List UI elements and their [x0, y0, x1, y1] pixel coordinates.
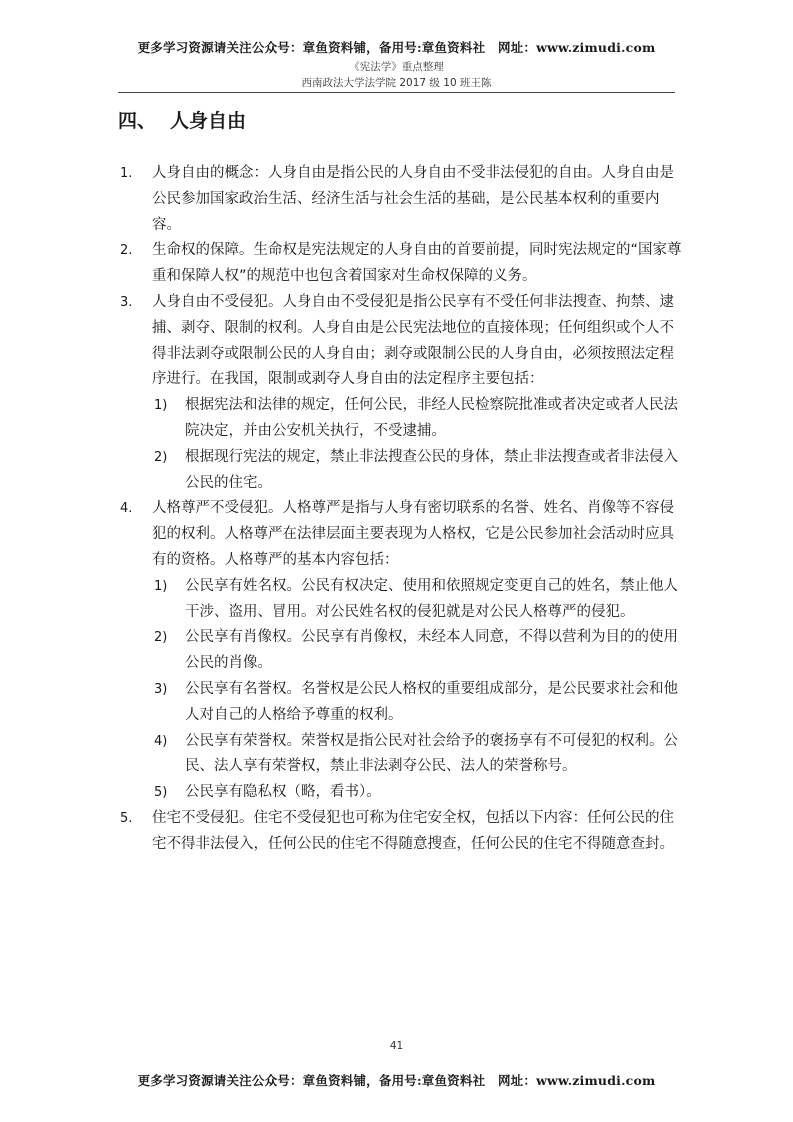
sub-list-item [152, 393, 683, 445]
sub-list-item-number: 5) [154, 785, 168, 801]
list-item-text: 住宅不受侵犯。住宅不受侵犯也可称为住宅安全权，包括以下内容：任何公民的住宅不得非法侵入，任何公民的住宅不得随意搜查，任何公民的住宅不得随意查封。 [152, 809, 674, 852]
list-item [118, 290, 683, 496]
sub-list [152, 393, 683, 496]
sub-list-item-number: 2) [154, 630, 168, 646]
list-item-number: 4. [120, 501, 133, 517]
sub-list-item-number: 3) [154, 681, 168, 697]
sub-list-item [152, 574, 683, 626]
list-item [118, 496, 683, 806]
sub-list-item [152, 625, 683, 677]
sub-list-item-text: 公民享有隐私权（略，看书）。 [185, 784, 381, 801]
list-item-number: 1. [120, 166, 133, 181]
sub-list-item [152, 780, 683, 806]
sub-list-item-text: 根据现行宪法的规定，禁止非法搜查公民的身体，禁止非法搜查或者非法侵入公民的住宅。 [185, 448, 678, 491]
header-divider [118, 92, 675, 93]
document-author: 西南政法大学法学院 2017 级 10 班王陈 [301, 77, 492, 89]
list-item-number: 2. [120, 243, 133, 259]
sub-list-item-text: 公民享有荣誉权。荣誉权是指公民对社会给予的褒扬享有不可侵犯的权利。公民、法人享有荣誉权，禁止非法剥夺公民、法人的荣誉称号。 [185, 732, 678, 775]
list-item-number: 3. [120, 294, 133, 310]
sub-list-item-number: 4) [154, 733, 168, 749]
list-item [118, 161, 683, 238]
sub-list-item-text: 公民享有姓名权。公民有权决定、使用和依照规定变更自己的姓名，禁止他人干涉、盗用、冒用。对公民姓名权的侵犯就是对公民人格尊严的侵犯。 [185, 577, 678, 620]
sub-list-item [152, 729, 683, 781]
sub-list-item-text: 公民享有名誉权。名誉权是公民人格权的重要组成部分，是公民要求社会和他人对自己的人格给予尊重的权利。 [185, 680, 678, 723]
list-item-text: 人格尊严不受侵犯。人格尊严是指与人身有密切联系的名誉、姓名、肖像等不容侵犯的权利。人格尊严在法律层面主要表现为人格权，它是公民参加社会活动时应具有的资格。人格尊严的基本内容包括： [152, 500, 674, 568]
section-number: 四、 [118, 110, 157, 132]
sub-list [152, 574, 683, 806]
sub-list-item-text: 公民享有肖像权。公民享有肖像权，未经本人同意，不得以营利为目的的使用公民的肖像。 [185, 629, 678, 672]
document-subtitle: 《宪法学》重点整理 [349, 61, 444, 73]
sub-list-item-number: 1) [154, 398, 168, 414]
sub-list-item-number: 2) [154, 449, 168, 465]
section-content [118, 161, 683, 858]
list-item [118, 806, 683, 858]
list-item [118, 238, 683, 290]
header-promo-banner: 更多学习资源请关注公众号：章鱼资料铺，备用号:章鱼资料社 网址：www.zimudi.com [137, 40, 656, 55]
section-heading [118, 106, 246, 133]
section-title: 人身自由 [170, 110, 247, 132]
sub-list-item-number: 1) [154, 578, 168, 594]
sub-list-item-text: 根据宪法和法律的规定，任何公民，非经人民检察院批准或者决定或者人民法院决定，并由公安机关执行，不受逮捕。 [185, 397, 678, 439]
page-number: 41 [389, 1040, 404, 1052]
list-item-text: 生命权的保障。生命权是宪法规定的人身自由的首要前提，同时宪法规定的“国家尊重和保障人权”的规范中也包含着国家对生命权保障的义务。 [152, 242, 682, 285]
footer-promo-banner: 更多学习资源请关注公众号：章鱼资料铺，备用号:章鱼资料社 网址：www.zimudi.com [137, 1073, 656, 1088]
list-item-text: 人身自由的概念：人身自由是指公民的人身自由不受非法侵犯的自由。人身自由是公民参加国家政治生活、经济生活与社会生活的基础，是公民基本权利的重要内容。 [152, 165, 674, 233]
sub-list-item [152, 445, 683, 497]
sub-list-item [152, 677, 683, 729]
list-item-text: 人身自由不受侵犯。人身自由不受侵犯是指公民享有不受任何非法搜查、拘禁、逮捕、剥夺、限制的权利。人身自由是公民宪法地位的直接体现；任何组织或个人不得非法剥夺或限制公民的人身自由；剥夺或限制公民的人身自由，必须按照法定程序进行。在我国，限制或剥夺人身自由的法定程序主要包括： [152, 293, 674, 388]
list-item-number: 5. [120, 810, 133, 826]
